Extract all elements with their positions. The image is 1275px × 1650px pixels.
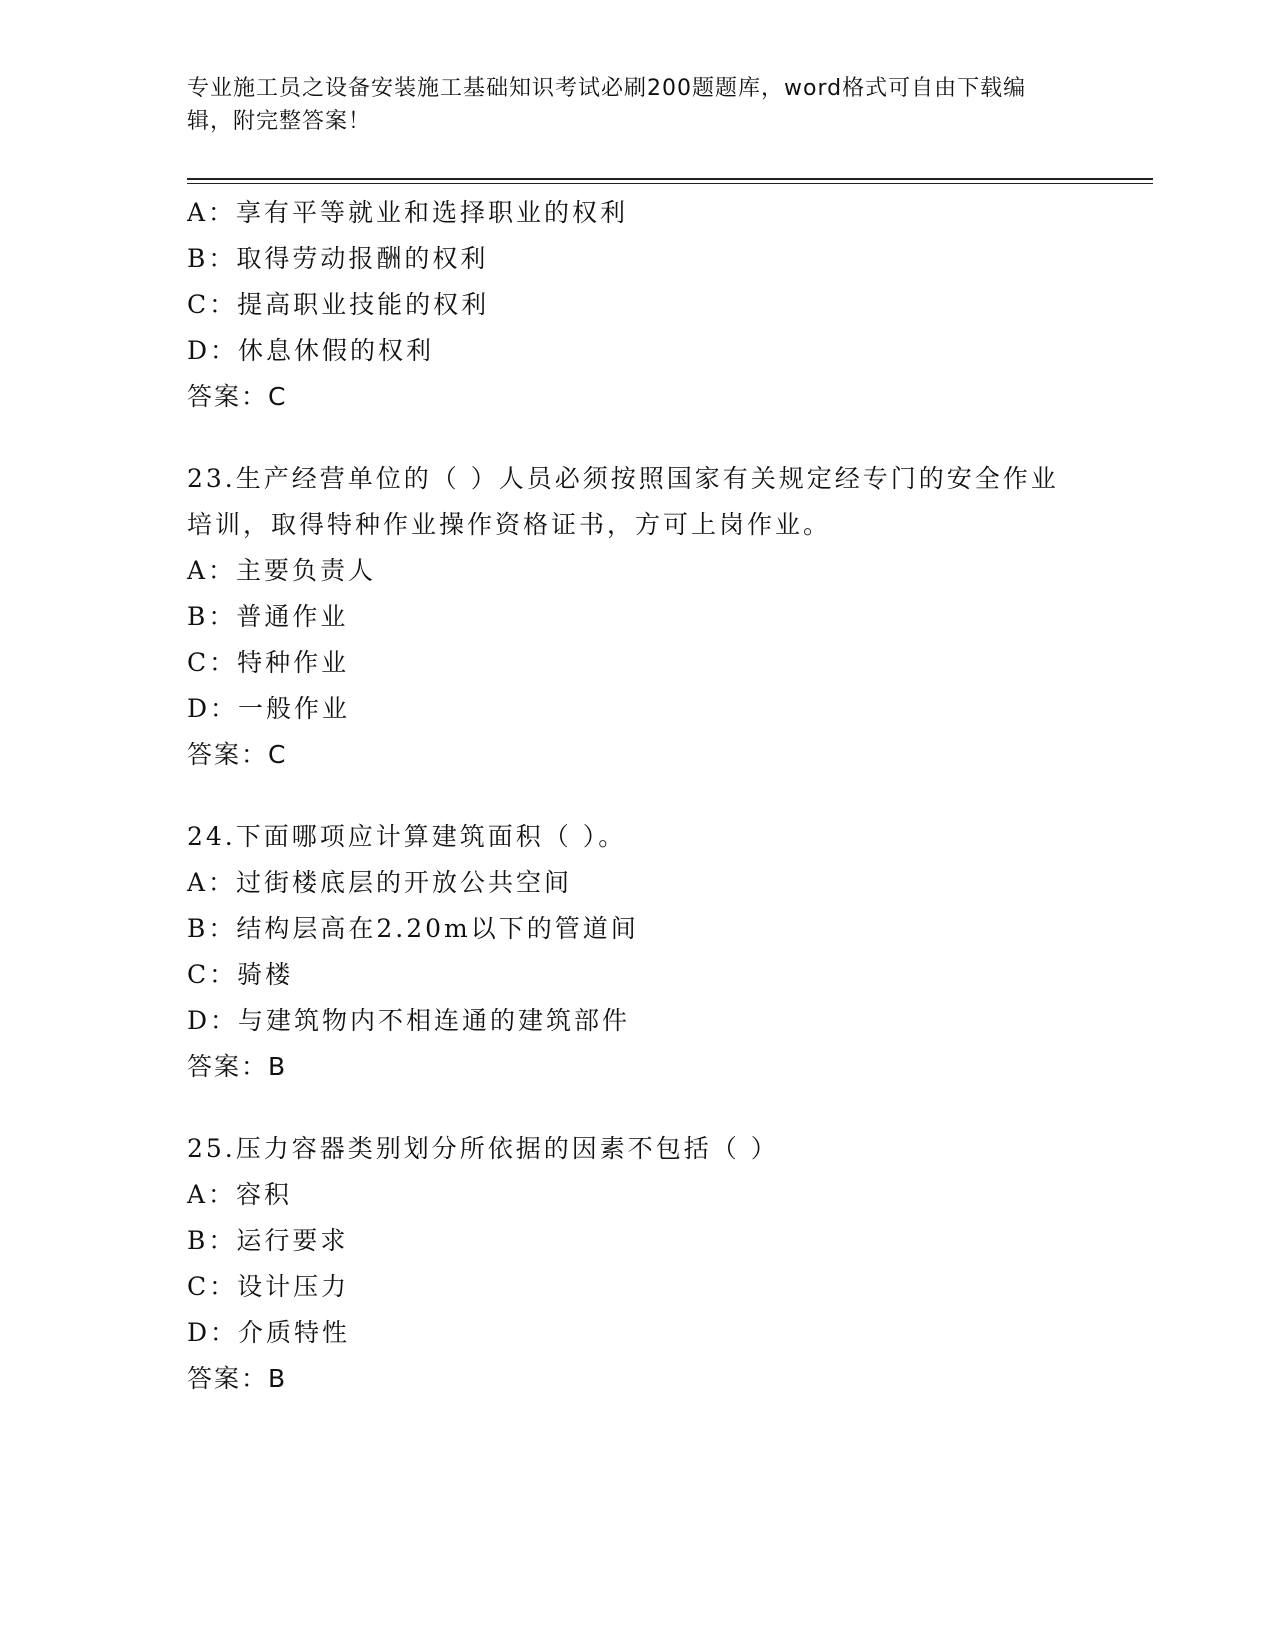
answer-label: 答案： xyxy=(187,1364,269,1393)
option-a: A：过街楼底层的开放公共空间 xyxy=(187,868,573,897)
answer-value: C xyxy=(268,382,287,411)
question-title: 24.下面哪项应计算建筑面积（ ）。 xyxy=(187,822,627,851)
question-title: 25.压力容器类别划分所依据的因素不包括（ ） xyxy=(187,1134,779,1163)
answer-label: 答案： xyxy=(187,1052,269,1081)
document-header: 专业施工员之设备安装施工基础知识考试必刷200题题库，word格式可自由下载编辑，附完整答案！ xyxy=(187,76,1027,134)
answer-value: C xyxy=(268,740,287,769)
question-list xyxy=(187,190,1087,1438)
answer-line xyxy=(187,732,1087,778)
option-d: D：休息休假的权利 xyxy=(187,336,435,365)
option-b: B：普通作业 xyxy=(187,602,349,631)
option-c: C：特种作业 xyxy=(187,648,350,677)
question-25 xyxy=(187,1126,1087,1402)
answer-label: 答案： xyxy=(187,382,269,411)
answer-value: B xyxy=(268,1364,287,1393)
option-a: A：容积 xyxy=(187,1180,293,1209)
question-23 xyxy=(187,456,1087,778)
answer-line xyxy=(187,1044,1087,1090)
option-b: B：结构层高在2.20m以下的管道间 xyxy=(187,914,639,943)
option-d: D：介质特性 xyxy=(187,1318,351,1347)
option-d: D：与建筑物内不相连通的建筑部件 xyxy=(187,1006,631,1035)
question-22 xyxy=(187,190,1087,420)
option-a: A：主要负责人 xyxy=(187,556,377,585)
option-d: D：一般作业 xyxy=(187,694,351,723)
answer-line xyxy=(187,1356,1087,1402)
option-b: B：取得劳动报酬的权利 xyxy=(187,244,489,273)
question-24 xyxy=(187,814,1087,1090)
option-c: C：提高职业技能的权利 xyxy=(187,290,490,319)
question-title: 23.生产经营单位的（ ）人员必须按照国家有关规定经专门的安全作业培训，取得特种作业操作资格证书，方可上岗作业。 xyxy=(187,464,1059,539)
answer-label: 答案： xyxy=(187,740,269,769)
answer-value: B xyxy=(268,1052,287,1081)
option-c: C：设计压力 xyxy=(187,1272,350,1301)
option-b: B：运行要求 xyxy=(187,1226,349,1255)
option-a: A：享有平等就业和选择职业的权利 xyxy=(187,198,629,227)
answer-line xyxy=(187,374,1087,420)
header-divider xyxy=(187,178,1153,184)
option-c: C：骑楼 xyxy=(187,960,294,989)
